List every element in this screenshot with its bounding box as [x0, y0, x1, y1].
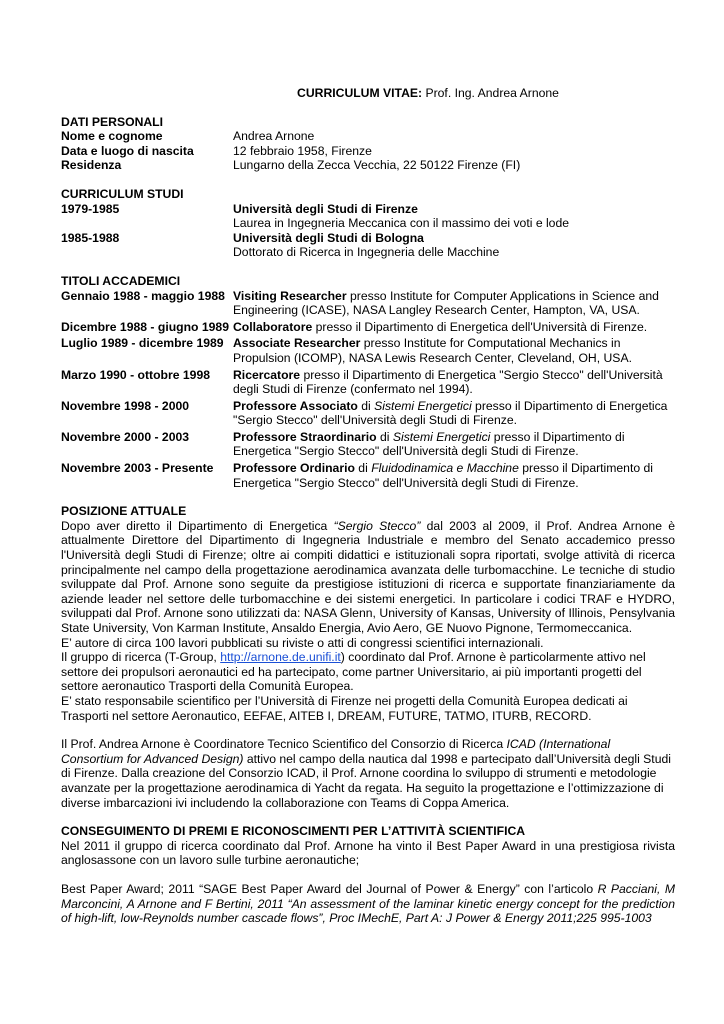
posizione-text: Il Prof. Andrea Arnone è Coordinatore Tecnico Scientifico del Consorzio di Ricerca [61, 737, 507, 752]
posizione-eu-projects: E’ stato responsabile scientifico per l’Università di Firenze nei progetti della Comunità Europea dedicati ai Trasporti nel settore Aeronautico, EEFAE, AITEB I, DREAM, FUTURE, TATMO, ITURB, RECORD. [61, 693, 628, 723]
titolo-subject: Fluidodinamica e Macchine [371, 461, 519, 476]
titolo-period: Novembre 2000 - 2003 [61, 429, 190, 444]
titolo-subject: Sistemi Energetici [374, 398, 472, 413]
cv-page [61, 86, 675, 926]
titolo-desc: presso il Dipartimento di Energetica "Sergio Stecco" dell'Università degli Studi di Firenze. [233, 398, 668, 428]
titolo-role: Professore Associato [233, 398, 358, 413]
premi-citation: R Pacciani, M Marconcini, A Arnone and F Bertini, 2011 “An assessment of the laminar kinetic energy concept for the prediction of high-lift, low-Reynolds number cascade flows”, Proc IMechE, Part A: J Power & Energy 2011;225 995-1003 [61, 881, 675, 926]
titolo-connector: di [376, 429, 393, 444]
posizione-text: attivo nel campo della nautica dal 1998 e partecipato dall’Università degli Studi di Firenze. Dalla creazione del Consorzio ICAD, il Prof. Arnone coordina lo sviluppo di strumenti e metodologie avanzate per la progettazione aerodinamica di Yacht da regata. Ha seguito la progettazione e l’ottimizzazione di diverse imbarcazioni ivi includendo la collaborazione con Teams di Coppa America. [61, 751, 671, 810]
titolo-period: Luglio 1989 - dicembre 1989 [61, 336, 224, 351]
studi-label: 1979-1985 [61, 201, 120, 216]
posizione-text: Il gruppo di ricerca (T-Group, [61, 650, 221, 665]
studi-label: 1985-1988 [61, 230, 120, 245]
dati-value: Andrea Arnone [233, 129, 315, 144]
titolo-subject: Sistemi Energetici [392, 429, 491, 444]
curriculum-studi-heading: CURRICULUM STUDI [61, 186, 184, 201]
title-bold: CURRICULUM VITAE: [297, 86, 423, 100]
premi-heading: CONSEGUIMENTO DI PREMI E RICONOSCIMENTI PER L’ATTIVITÀ SCIENTIFICA [61, 824, 526, 839]
posizione-italic: “Sergio Stecco” [333, 518, 421, 533]
titolo-role: Visiting Researcher [233, 288, 347, 303]
titolo-period: Marzo 1990 - ottobre 1998 [61, 367, 211, 382]
titoli-heading: TITOLI ACCADEMICI [61, 273, 181, 288]
titolo-desc: presso Institute for Computer Applications in Science and Engineering (ICASE), NASA Langley Research Center, Hampton, VA, USA. [233, 288, 659, 318]
dati-row [61, 144, 675, 159]
dati-label: Residenza [61, 158, 122, 173]
dati-row [61, 158, 675, 173]
posizione-group-paragraph [61, 650, 675, 694]
titolo-row [61, 430, 675, 459]
titolo-role: Professore Straordinario [233, 429, 377, 444]
titolo-role: Associate Researcher [233, 336, 361, 351]
titolo-connector: di [354, 461, 372, 476]
titolo-role: Collaboratore [233, 319, 313, 334]
titolo-desc: presso il Dipartimento di Energetica "Sergio Stecco" dell'Università degli Studi di Firenze. [233, 461, 653, 490]
titolo-period: Gennaio 1988 - maggio 1988 [61, 288, 225, 303]
posizione-paragraph [61, 519, 675, 636]
posizione-text: Dopo aver diretto il Dipartimento di Energetica [61, 518, 334, 533]
tgroup-link[interactable]: http://arnone.de.unifi.it [220, 650, 341, 665]
titolo-connector: di [357, 398, 375, 413]
titolo-desc: presso Institute for Computational Mechanics in Propulsion (ICOMP), NASA Lewis Research Center, Cleveland, OH, USA. [233, 336, 632, 365]
posizione-publications: E’ autore di circa 100 lavori pubblicati su riviste o atti di congressi scientifici internazionali. [61, 635, 544, 650]
titolo-role: Professore Ordinario [233, 461, 355, 476]
dati-personali-heading: DATI PERSONALI [61, 114, 164, 129]
titolo-desc: presso il Dipartimento di Energetica dell'Università di Firenze. [312, 319, 648, 334]
dati-label: Data e luogo di nascita [61, 143, 194, 158]
titolo-period: Novembre 1998 - 2000 [61, 398, 190, 413]
titolo-desc: presso il Dipartimento di Energetica "Sergio Stecco" dell'Università degli Studi di Firenze. [233, 429, 625, 459]
dati-row [61, 129, 675, 144]
studi-row [61, 202, 675, 231]
posizione-icad-paragraph [61, 737, 675, 810]
studi-institution: Università degli Studi di Bologna [233, 230, 424, 245]
titolo-row [61, 289, 675, 318]
dati-label: Nome e cognome [61, 129, 163, 144]
premi-text: Best Paper Award; 2011 “SAGE Best Paper Award del Journal of Power & Energy” con l’articolo [61, 881, 598, 896]
studi-degree: Dottorato di Ricerca in Ingegneria delle Macchine [233, 245, 500, 260]
dati-value: 12 febbraio 1958, Firenze [233, 143, 372, 158]
titolo-period: Dicembre 1988 - giugno 1989 [61, 319, 229, 334]
titolo-role: Ricercatore [233, 367, 301, 382]
premi-paragraph: Nel 2011 il gruppo di ricerca coordinato dal Prof. Arnone ha vinto il Best Paper Award in una prestigiosa rivista anglosassone con un lavoro sulle turbine aeronautiche; [61, 838, 675, 868]
posizione-text: ) coordinato dal Prof. Arnone è particolarmente attivo nel settore dei propulsori aeronautici ed ha partecipato, come partner Universitario, ai più importanti progetti del settore aeronautico Trasporti della Comunità Europea. [61, 650, 646, 694]
titolo-row [61, 399, 675, 428]
title-rest: Prof. Ing. Andrea Arnone [422, 86, 559, 100]
titolo-row [61, 461, 675, 490]
premi-award-paragraph [61, 882, 675, 926]
titolo-row [61, 368, 675, 397]
dati-value: Lungarno della Zecca Vecchia, 22 50122 Firenze (FI) [233, 158, 521, 173]
titolo-row [61, 336, 675, 365]
titolo-desc: presso il Dipartimento di Energetica "Sergio Stecco" dell'Università degli Studi di Firenze (confermato nel 1994). [233, 367, 663, 397]
posizione-heading: POSIZIONE ATTUALE [61, 504, 187, 519]
page-title [61, 86, 675, 101]
titolo-row [61, 320, 675, 335]
studi-degree: Laurea in Ingegneria Meccanica con il massimo dei voti e lode [233, 216, 570, 231]
studi-institution: Università degli Studi di Firenze [233, 201, 418, 216]
studi-row [61, 231, 675, 260]
posizione-text: dal 2003 al 2009, il Prof. Andrea Arnone è attualmente Direttore del Dipartimento di Ingegneria Industriale e membro del Senato accademico presso l'Università degli Studi di Firenze; oltre ai compiti didattici e istituzionali sopra riportati, svolge attività di ricerca principalmente nel campo della progettazione aerodinamica avanzata delle turbomacchine. Le tecniche di studio sviluppate dal Prof. Arnone sono seguite da prestigiose istituzioni di ricerca e supportate finanziariamente da aziende leader nel settore delle turbomacchine e dei sistemi energetici. In particolare i codici TRAF e HYDRO, sviluppati dal Prof. Arnone sono utilizzati da: NASA Glenn, University of Kansas, University of Illinois, Pensylvania State University, Von Karman Institute, Ansaldo Energia, Avio Aero, GE Nuovo Pignone, Termomeccanica. [61, 518, 675, 635]
posizione-italic: ICAD (International Consortium for Advanced Design) [61, 737, 611, 766]
titolo-period: Novembre 2003 - Presente [61, 461, 214, 476]
